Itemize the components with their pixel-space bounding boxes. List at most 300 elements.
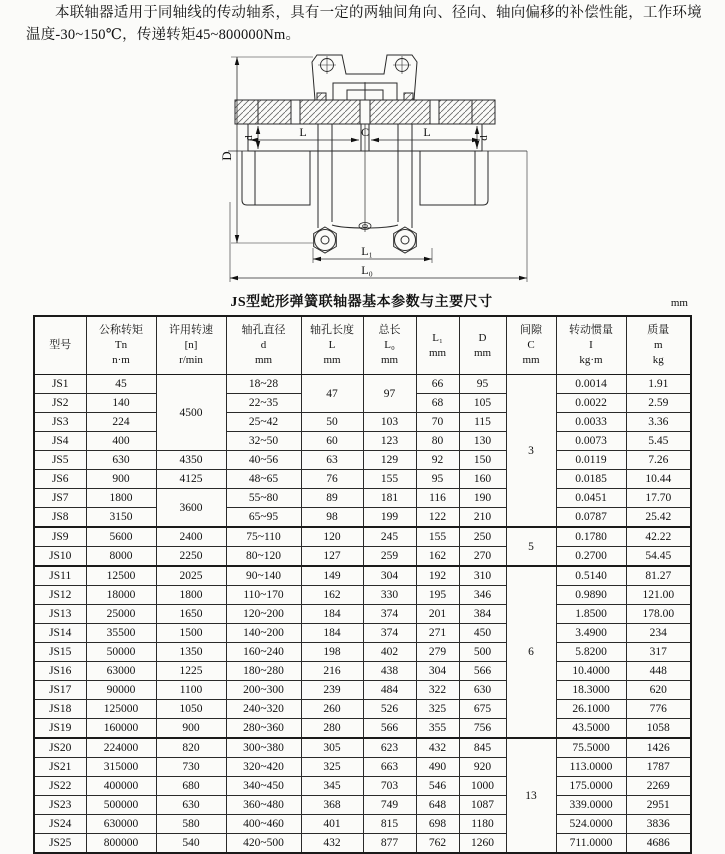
table-row bbox=[34, 796, 691, 815]
clearance-cell: 5 bbox=[506, 527, 556, 566]
table-row bbox=[34, 451, 691, 470]
bolt-left bbox=[317, 93, 326, 100]
header-row bbox=[34, 316, 691, 375]
table-cell: 63 bbox=[301, 451, 363, 470]
table-cell: 0.0033 bbox=[556, 413, 626, 432]
table-row bbox=[34, 432, 691, 451]
table-cell: 500000 bbox=[86, 796, 156, 815]
table-cell: JS13 bbox=[34, 605, 86, 624]
hex-bolt-right bbox=[394, 227, 417, 253]
table-cell: 18000 bbox=[86, 586, 156, 605]
table-cell: 524.0000 bbox=[556, 815, 626, 834]
table-cell: JS19 bbox=[34, 719, 86, 739]
table-cell: 198 bbox=[301, 643, 363, 662]
table-cell: 2269 bbox=[626, 777, 691, 796]
table-cell: 310 bbox=[459, 566, 506, 586]
column-header: 总长 L₀ mm bbox=[363, 316, 416, 375]
table-cell: 75~110 bbox=[226, 527, 301, 547]
table-row bbox=[34, 527, 691, 547]
table-cell: 120~200 bbox=[226, 605, 301, 624]
table-cell: 199 bbox=[363, 508, 416, 528]
table-cell: 210 bbox=[459, 508, 506, 528]
table-cell: JS17 bbox=[34, 681, 86, 700]
table-cell: 160000 bbox=[86, 719, 156, 739]
table-cell: 1800 bbox=[86, 489, 156, 508]
table-cell: 402 bbox=[363, 643, 416, 662]
table-cell: JS8 bbox=[34, 508, 86, 528]
table-row bbox=[34, 643, 691, 662]
table-cell: 200~300 bbox=[226, 681, 301, 700]
table-cell: 224000 bbox=[86, 738, 156, 758]
table-cell: 304 bbox=[363, 566, 416, 586]
table-cell: 130 bbox=[459, 432, 506, 451]
table-cell: 26.1000 bbox=[556, 700, 626, 719]
table-cell: 623 bbox=[363, 738, 416, 758]
table-cell: 25~42 bbox=[226, 413, 301, 432]
table-cell: 730 bbox=[156, 758, 226, 777]
table-cell: 17.70 bbox=[626, 489, 691, 508]
table-cell: 0.1780 bbox=[556, 527, 626, 547]
table-cell: 620 bbox=[626, 681, 691, 700]
table-cell: 663 bbox=[363, 758, 416, 777]
table-cell: 201 bbox=[416, 605, 459, 624]
table-cell: 368 bbox=[301, 796, 363, 815]
table-header bbox=[34, 316, 691, 375]
column-header: D mm bbox=[459, 316, 506, 375]
parameters-table bbox=[33, 315, 692, 854]
coupling-drawing bbox=[195, 52, 535, 292]
clearance-cell: 3 bbox=[506, 375, 556, 528]
table-cell: 490 bbox=[416, 758, 459, 777]
table-cell: 322 bbox=[416, 681, 459, 700]
clearance-cell: 13 bbox=[506, 738, 556, 853]
table-cell: JS25 bbox=[34, 834, 86, 854]
table-cell: 1500 bbox=[156, 624, 226, 643]
table-cell: 8000 bbox=[86, 547, 156, 567]
table-cell: 160~240 bbox=[226, 643, 301, 662]
table-cell: 345 bbox=[301, 777, 363, 796]
table-row bbox=[34, 586, 691, 605]
table-cell: 5600 bbox=[86, 527, 156, 547]
table-cell: JS11 bbox=[34, 566, 86, 586]
intro-paragraph: 本联轴器适用于同轴线的传动轴系，具有一定的两轴间角向、径向、轴向偏移的补偿性能，工作环境温度-30~150℃，传递转矩45~800000Nm。 bbox=[26, 5, 702, 43]
column-header: 转动惯量 I kg·m bbox=[556, 316, 626, 375]
table-cell: 680 bbox=[156, 777, 226, 796]
table-title: JS型蛇形弹簧联轴器基本参数与主要尺寸 bbox=[230, 295, 493, 310]
table-row bbox=[34, 700, 691, 719]
table-cell: 234 bbox=[626, 624, 691, 643]
column-header: 间隙 C mm bbox=[506, 316, 556, 375]
table-cell: 432 bbox=[301, 834, 363, 854]
table-cell: 648 bbox=[416, 796, 459, 815]
table-cell: 438 bbox=[363, 662, 416, 681]
table-cell: 48~65 bbox=[226, 470, 301, 489]
table-cell: 195 bbox=[416, 586, 459, 605]
table-cell: 1650 bbox=[156, 605, 226, 624]
table-cell: 3836 bbox=[626, 815, 691, 834]
dim-label-D: D bbox=[219, 151, 234, 161]
table-cell: 401 bbox=[301, 815, 363, 834]
table-cell: 25000 bbox=[86, 605, 156, 624]
table-row bbox=[34, 566, 691, 586]
table-cell: 900 bbox=[86, 470, 156, 489]
table-cell: 675 bbox=[459, 700, 506, 719]
table-cell: 63000 bbox=[86, 662, 156, 681]
table-cell: 155 bbox=[363, 470, 416, 489]
table-cell: 47 bbox=[301, 375, 363, 413]
table-cell: 339.0000 bbox=[556, 796, 626, 815]
table-cell: 155 bbox=[416, 527, 459, 547]
table-cell: 127 bbox=[301, 547, 363, 567]
table-cell: 40~56 bbox=[226, 451, 301, 470]
table-cell: 877 bbox=[363, 834, 416, 854]
table-cell: 384 bbox=[459, 605, 506, 624]
table-cell: 346 bbox=[459, 586, 506, 605]
table-cell: JS5 bbox=[34, 451, 86, 470]
table-cell: 184 bbox=[301, 624, 363, 643]
table-cell: 1100 bbox=[156, 681, 226, 700]
table-cell: 1800 bbox=[156, 586, 226, 605]
table-cell: 66 bbox=[416, 375, 459, 394]
table-cell: 18.3000 bbox=[556, 681, 626, 700]
table-cell: 80 bbox=[416, 432, 459, 451]
table-cell: 5.8200 bbox=[556, 643, 626, 662]
unit-note: mm bbox=[670, 297, 688, 309]
table-cell: 2.59 bbox=[626, 394, 691, 413]
table-cell: 3600 bbox=[156, 489, 226, 528]
table-cell: 2400 bbox=[156, 527, 226, 547]
table-cell: 89 bbox=[301, 489, 363, 508]
table-cell: 305 bbox=[301, 738, 363, 758]
table-cell: 1350 bbox=[156, 643, 226, 662]
table-cell: 340~450 bbox=[226, 777, 301, 796]
table-cell: 776 bbox=[626, 700, 691, 719]
table-cell: 10.44 bbox=[626, 470, 691, 489]
table-cell: 22~35 bbox=[226, 394, 301, 413]
table-cell: 239 bbox=[301, 681, 363, 700]
table-cell: 448 bbox=[626, 662, 691, 681]
table-cell: 1050 bbox=[156, 700, 226, 719]
column-header: 轴孔直径 d mm bbox=[226, 316, 301, 375]
table-cell: 762 bbox=[416, 834, 459, 854]
table-cell: 162 bbox=[301, 586, 363, 605]
table-row bbox=[34, 777, 691, 796]
table-cell: 160 bbox=[459, 470, 506, 489]
dim-label-L-left: L bbox=[299, 125, 307, 139]
table-cell: JS16 bbox=[34, 662, 86, 681]
table-cell: 50000 bbox=[86, 643, 156, 662]
table-cell: JS6 bbox=[34, 470, 86, 489]
table-row bbox=[34, 681, 691, 700]
column-header: L₁ mm bbox=[416, 316, 459, 375]
table-body bbox=[34, 375, 691, 854]
table-cell: JS12 bbox=[34, 586, 86, 605]
table-cell: JS1 bbox=[34, 375, 86, 394]
table-cell: 1000 bbox=[459, 777, 506, 796]
table-row bbox=[34, 547, 691, 567]
table-cell: 2250 bbox=[156, 547, 226, 567]
table-title-row bbox=[33, 291, 690, 311]
table-cell: 92 bbox=[416, 451, 459, 470]
table-cell: 149 bbox=[301, 566, 363, 586]
table-cell: 240~320 bbox=[226, 700, 301, 719]
table-cell: 400000 bbox=[86, 777, 156, 796]
table-row bbox=[34, 738, 691, 758]
table-cell: 190 bbox=[459, 489, 506, 508]
table-cell: JS21 bbox=[34, 758, 86, 777]
table-cell: 800000 bbox=[86, 834, 156, 854]
table-cell: 270 bbox=[459, 547, 506, 567]
table-cell: JS4 bbox=[34, 432, 86, 451]
table-cell: 115 bbox=[459, 413, 506, 432]
table-row bbox=[34, 489, 691, 508]
table-cell: JS7 bbox=[34, 489, 86, 508]
table-cell: 432 bbox=[416, 738, 459, 758]
table-cell: 749 bbox=[363, 796, 416, 815]
table-cell: 90000 bbox=[86, 681, 156, 700]
table-cell: 42.22 bbox=[626, 527, 691, 547]
table-cell: 3.36 bbox=[626, 413, 691, 432]
table-cell: 1787 bbox=[626, 758, 691, 777]
table-cell: 129 bbox=[363, 451, 416, 470]
table-row bbox=[34, 758, 691, 777]
table-cell: 271 bbox=[416, 624, 459, 643]
table-cell: 1.91 bbox=[626, 375, 691, 394]
table-cell: 1426 bbox=[626, 738, 691, 758]
table-cell: 181 bbox=[363, 489, 416, 508]
table-cell: 150 bbox=[459, 451, 506, 470]
table-cell: JS2 bbox=[34, 394, 86, 413]
table-cell: 216 bbox=[301, 662, 363, 681]
table-cell: 224 bbox=[86, 413, 156, 432]
table-cell: 45 bbox=[86, 375, 156, 394]
table-cell: 630000 bbox=[86, 815, 156, 834]
table-cell: 540 bbox=[156, 834, 226, 854]
table-cell: 0.0014 bbox=[556, 375, 626, 394]
table-cell: JS14 bbox=[34, 624, 86, 643]
table-cell: 4686 bbox=[626, 834, 691, 854]
table-cell: JS10 bbox=[34, 547, 86, 567]
table-cell: 245 bbox=[363, 527, 416, 547]
table-cell: 68 bbox=[416, 394, 459, 413]
table-row bbox=[34, 375, 691, 394]
table-cell: 180~280 bbox=[226, 662, 301, 681]
table-cell: 0.5140 bbox=[556, 566, 626, 586]
table-cell: 80~120 bbox=[226, 547, 301, 567]
table-cell: 1260 bbox=[459, 834, 506, 854]
table-cell: 12500 bbox=[86, 566, 156, 586]
table-cell: 280 bbox=[301, 719, 363, 739]
column-header: 公称转矩 Tn n·m bbox=[86, 316, 156, 375]
table-cell: 630 bbox=[459, 681, 506, 700]
table-cell: 2951 bbox=[626, 796, 691, 815]
table-cell: 703 bbox=[363, 777, 416, 796]
table-cell: 65~95 bbox=[226, 508, 301, 528]
table-cell: 110~170 bbox=[226, 586, 301, 605]
table-cell: 43.5000 bbox=[556, 719, 626, 739]
table-cell: 122 bbox=[416, 508, 459, 528]
table-cell: 178.00 bbox=[626, 605, 691, 624]
table-cell: 330 bbox=[363, 586, 416, 605]
table-cell: 1058 bbox=[626, 719, 691, 739]
table-cell: JS23 bbox=[34, 796, 86, 815]
table-cell: 374 bbox=[363, 624, 416, 643]
table-cell: 1180 bbox=[459, 815, 506, 834]
table-cell: 400~460 bbox=[226, 815, 301, 834]
table-cell: 125000 bbox=[86, 700, 156, 719]
table-cell: 566 bbox=[363, 719, 416, 739]
table-cell: 140 bbox=[86, 394, 156, 413]
table-cell: 103 bbox=[363, 413, 416, 432]
table-cell: 566 bbox=[459, 662, 506, 681]
table-row bbox=[34, 605, 691, 624]
table-row bbox=[34, 413, 691, 432]
table-cell: 4350 bbox=[156, 451, 226, 470]
table-row bbox=[34, 719, 691, 739]
dim-label-d-left: d bbox=[243, 135, 255, 141]
table-cell: 900 bbox=[156, 719, 226, 739]
table-cell: 98 bbox=[301, 508, 363, 528]
table-cell: 5.45 bbox=[626, 432, 691, 451]
table-cell: 76 bbox=[301, 470, 363, 489]
table-cell: 0.2700 bbox=[556, 547, 626, 567]
table-cell: 304 bbox=[416, 662, 459, 681]
table-cell: 162 bbox=[416, 547, 459, 567]
table-cell: 355 bbox=[416, 719, 459, 739]
table-cell: 325 bbox=[416, 700, 459, 719]
table-cell: 60 bbox=[301, 432, 363, 451]
table-cell: 55~80 bbox=[226, 489, 301, 508]
lower-hub-right bbox=[420, 151, 488, 205]
table-cell: 260 bbox=[301, 700, 363, 719]
table-cell: 4125 bbox=[156, 470, 226, 489]
table-cell: 756 bbox=[459, 719, 506, 739]
table-cell: 250 bbox=[459, 527, 506, 547]
table-cell: 259 bbox=[363, 547, 416, 567]
table-row bbox=[34, 624, 691, 643]
lower-hub-left bbox=[242, 151, 310, 205]
table-cell: JS3 bbox=[34, 413, 86, 432]
table-cell: 325 bbox=[301, 758, 363, 777]
table-cell: JS9 bbox=[34, 527, 86, 547]
table-cell: 0.0022 bbox=[556, 394, 626, 413]
hex-bolt-left bbox=[314, 227, 337, 253]
table-cell: 0.0787 bbox=[556, 508, 626, 528]
table-cell: 95 bbox=[459, 375, 506, 394]
table-cell: JS18 bbox=[34, 700, 86, 719]
column-header: 许用转速 [n] r/min bbox=[156, 316, 226, 375]
table-cell: 25.42 bbox=[626, 508, 691, 528]
table-cell: 698 bbox=[416, 815, 459, 834]
table-cell: 140~200 bbox=[226, 624, 301, 643]
column-header: 质量 m kg bbox=[626, 316, 691, 375]
table-cell: 75.5000 bbox=[556, 738, 626, 758]
table-row bbox=[34, 470, 691, 489]
table-cell: 121.00 bbox=[626, 586, 691, 605]
table-cell: 175.0000 bbox=[556, 777, 626, 796]
table-cell: 1225 bbox=[156, 662, 226, 681]
table-cell: 500 bbox=[459, 643, 506, 662]
table-cell: 711.0000 bbox=[556, 834, 626, 854]
table-row bbox=[34, 815, 691, 834]
coupling-diagram bbox=[195, 52, 535, 292]
table-cell: 360~480 bbox=[226, 796, 301, 815]
table-cell: 320~420 bbox=[226, 758, 301, 777]
table-cell: JS15 bbox=[34, 643, 86, 662]
table-cell: 90~140 bbox=[226, 566, 301, 586]
table-cell: 1087 bbox=[459, 796, 506, 815]
table-cell: 81.27 bbox=[626, 566, 691, 586]
table-cell: 546 bbox=[416, 777, 459, 796]
dim-label-C: C bbox=[360, 125, 370, 139]
table-cell: 70 bbox=[416, 413, 459, 432]
table-cell: JS24 bbox=[34, 815, 86, 834]
table-cell: 7.26 bbox=[626, 451, 691, 470]
table-cell: 3.4900 bbox=[556, 624, 626, 643]
table-cell: 374 bbox=[363, 605, 416, 624]
table-cell: 450 bbox=[459, 624, 506, 643]
table-cell: 300~380 bbox=[226, 738, 301, 758]
table-cell: 192 bbox=[416, 566, 459, 586]
table-cell: 4500 bbox=[156, 375, 226, 451]
table-cell: 95 bbox=[416, 470, 459, 489]
table-cell: 820 bbox=[156, 738, 226, 758]
table-row bbox=[34, 834, 691, 854]
table-cell: 113.0000 bbox=[556, 758, 626, 777]
column-header: 轴孔长度 L mm bbox=[301, 316, 363, 375]
table-cell: 815 bbox=[363, 815, 416, 834]
dim-label-L0: L₀ bbox=[361, 263, 373, 277]
table-cell: 317 bbox=[626, 643, 691, 662]
table-row bbox=[34, 662, 691, 681]
table-cell: 630 bbox=[156, 796, 226, 815]
dim-label-L-right: L bbox=[423, 125, 431, 139]
table-cell: 54.45 bbox=[626, 547, 691, 567]
table-cell: 0.0185 bbox=[556, 470, 626, 489]
table-cell: 1.8500 bbox=[556, 605, 626, 624]
table-cell: JS20 bbox=[34, 738, 86, 758]
table-cell: 32~50 bbox=[226, 432, 301, 451]
table-cell: 116 bbox=[416, 489, 459, 508]
table-cell: 120 bbox=[301, 527, 363, 547]
table-cell: 0.9890 bbox=[556, 586, 626, 605]
table-cell: 18~28 bbox=[226, 375, 301, 394]
table-cell: 400 bbox=[86, 432, 156, 451]
table-cell: 35500 bbox=[86, 624, 156, 643]
clearance-cell: 6 bbox=[506, 566, 556, 738]
table-cell: 526 bbox=[363, 700, 416, 719]
table-row bbox=[34, 508, 691, 528]
column-header: 型号 bbox=[34, 316, 86, 375]
table-cell: 0.0073 bbox=[556, 432, 626, 451]
table-cell: 2025 bbox=[156, 566, 226, 586]
table-cell: 97 bbox=[363, 375, 416, 413]
table-cell: 0.0119 bbox=[556, 451, 626, 470]
table-cell: JS22 bbox=[34, 777, 86, 796]
table-cell: 315000 bbox=[86, 758, 156, 777]
dim-label-L1: L₁ bbox=[361, 244, 373, 258]
bolt-right bbox=[404, 93, 413, 100]
table-cell: 105 bbox=[459, 394, 506, 413]
table-cell: 3150 bbox=[86, 508, 156, 528]
table-cell: 123 bbox=[363, 432, 416, 451]
table-cell: 420~500 bbox=[226, 834, 301, 854]
table-cell: 10.4000 bbox=[556, 662, 626, 681]
table-cell: 920 bbox=[459, 758, 506, 777]
table-cell: 280~360 bbox=[226, 719, 301, 739]
table-cell: 484 bbox=[363, 681, 416, 700]
table-cell: 630 bbox=[86, 451, 156, 470]
